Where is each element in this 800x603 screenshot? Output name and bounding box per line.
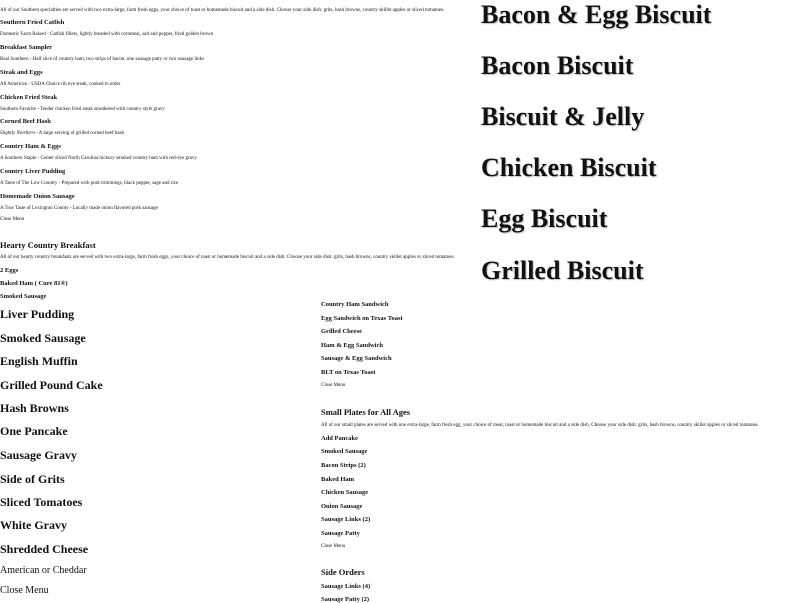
small-plate-item: Bacon Strips (2) — [321, 462, 366, 469]
menu-item-name: Country Liver Pudding — [0, 168, 66, 175]
small-plate-item: Chicken Sausage — [321, 489, 369, 496]
menu-item-desc: A Taste of The Low Country - Prepared with pork trimmings, black pepper, sage and rice — [0, 181, 179, 186]
menu-item-name: Homemade Onion Sausage — [0, 193, 75, 200]
small-plate-item: Baked Ham — [321, 476, 355, 483]
sandwich-item: Country Ham Sandwich — [321, 301, 389, 308]
sandwich-item: Ham & Egg Sandwich — [321, 342, 383, 349]
menu-item-name: Baked Ham ( Cure 81®) — [0, 280, 68, 287]
close-menu-link[interactable]: Close Menu — [0, 585, 49, 596]
biscuit-item: Egg Biscuit — [481, 204, 608, 233]
menu-item-name: Southern Fried Catfish — [0, 19, 65, 26]
menu-item-desc-prefix: Slightly Northern — [0, 131, 35, 136]
close-menu-link[interactable]: Close Menu — [321, 383, 346, 388]
side-item: One Pancake — [0, 424, 68, 438]
small-plate-item: Onion Sausage — [321, 503, 363, 510]
close-menu-link[interactable]: Close Menu — [321, 544, 346, 549]
sandwich-item: Sausage & Egg Sandwich — [321, 355, 392, 362]
menu-item-desc: A True Taste of Lexington County - Locally made onion flavored pork sausage — [0, 206, 158, 211]
small-plate-item: Sausage Patty — [321, 530, 360, 537]
section-title-hearty: Hearty Country Breakfast — [0, 240, 96, 250]
specialties-intro-desc: All of our Southern specialties are served with two extra-large, farm fresh eggs, your choice of toast or homemade biscuit and a side dish. Choose your side dish: grits, hash browns, country skillet apples or sliced tomatoes. — [0, 8, 445, 13]
small-plate-item: Add Pancake — [321, 435, 359, 442]
menu-item-desc: Real Southern - Half slice of country ham, two strips of bacon, one sausage patty or two sausage links — [0, 57, 205, 62]
menu-item-name: Smoked Sausage — [0, 293, 47, 300]
cheese-options: American or Cheddar — [0, 565, 87, 576]
side-order-item: Sausage Links (4) — [321, 583, 371, 590]
side-item: White Gravy — [0, 518, 67, 532]
side-item: Smoked Sausage — [0, 331, 86, 345]
sandwich-item: Egg Sandwich on Texas Toast — [321, 315, 403, 322]
menu-item-desc: Domestic Farm Raised - Catfish fillets, lightly breaded with cornmeal, salt and pepper, fried golden brown — [0, 32, 214, 37]
menu-item-desc: All American - USDA Choice rib eye steak, cooked to order — [0, 82, 121, 87]
sandwich-item: BLT on Texas Toast — [321, 369, 376, 376]
side-item: Grilled Pound Cake — [0, 378, 103, 392]
menu-item-name: Breakfast Sampler — [0, 44, 53, 51]
close-menu-link[interactable]: Close Menu — [0, 217, 25, 222]
menu-item-name: Chicken Fried Steak — [0, 94, 58, 101]
menu-item-name: Steak and Eggs — [0, 69, 43, 76]
small-plates-desc: All of our small plates are served with one extra-large, farm fresh egg, your choice of meat, toast or homemade biscuit and a side dish. Choose your side dish: grits, hash browns, country skillet apples or sliced tomatoes. — [321, 423, 759, 428]
side-item: Liver Pudding — [0, 307, 75, 321]
side-item: Hash Browns — [0, 401, 69, 415]
section-title-small-plates: Small Plates for All Ages — [321, 407, 411, 417]
biscuit-item: Bacon Biscuit — [481, 51, 634, 80]
menu-item-name: Country Ham & Eggs — [0, 143, 61, 150]
menu-item-desc: A Southern Staple - Center sliced North Carolina hickory smoked country ham with red-eye gravy — [0, 156, 197, 161]
hearty-desc: All of our hearty country breakfasts are served with two extra-large, farm fresh eggs, your choice of toast or homemade biscuit and a side dish. Choose your side dish: grits, hash browns, country skillet apples or sliced tomatoes. — [0, 255, 455, 260]
side-item: Sausage Gravy — [0, 448, 78, 462]
menu-item-name: 2 Eggs — [0, 267, 19, 274]
side-order-item: Sausage Patty (2) — [321, 596, 370, 603]
side-item: Shredded Cheese — [0, 542, 89, 556]
section-title-side-orders: Side Orders — [321, 567, 365, 577]
biscuit-item: Bacon & Egg Biscuit — [481, 0, 712, 29]
menu-item-desc-rest: - A large serving of grilled corned beef hash — [34, 131, 125, 136]
menu-item-desc: Southern Favorite - Tender chicken fried steak smothered with country style gravy — [0, 107, 165, 112]
side-item: English Muffin — [0, 354, 78, 368]
biscuit-item: Grilled Biscuit — [481, 256, 644, 285]
sandwich-item: Grilled Cheese — [321, 328, 362, 335]
small-plate-item: Smoked Sausage — [321, 448, 368, 455]
side-item: Side of Grits — [0, 472, 65, 486]
biscuit-item: Chicken Biscuit — [481, 153, 657, 182]
small-plate-item: Sausage Links (2) — [321, 516, 371, 523]
side-item: Sliced Tomatoes — [0, 495, 83, 509]
menu-item-name: Corned Beef Hash — [0, 118, 51, 125]
menu-item-desc — [0, 131, 124, 137]
biscuit-item: Biscuit & Jelly — [481, 102, 645, 131]
